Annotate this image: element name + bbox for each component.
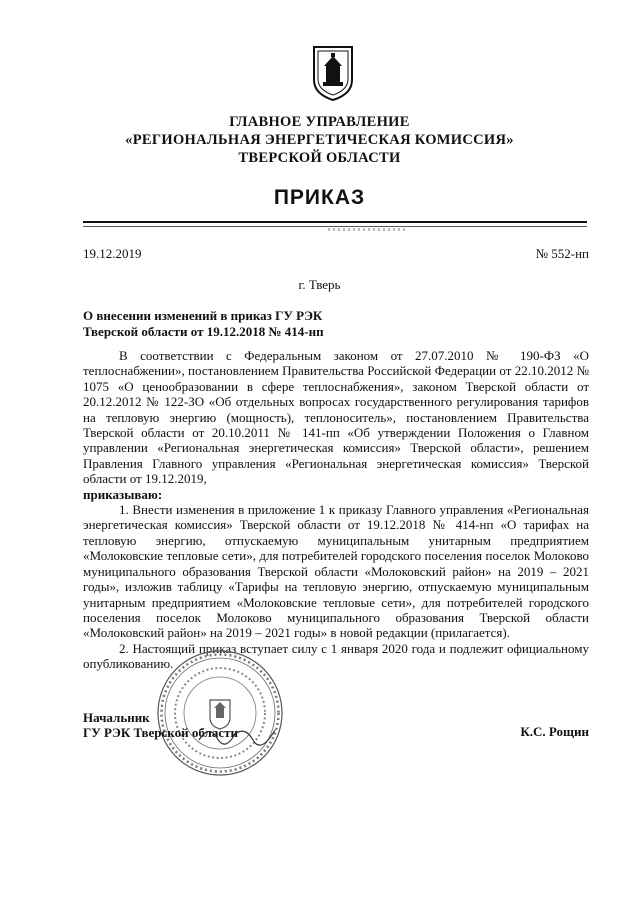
header-line-1: ГЛАВНОЕ УПРАВЛЕНИЕ <box>229 114 410 130</box>
item-2-paragraph: 2. Настоящий приказ вступает силу с 1 января 2020 года и подлежит официальному опубликованию. <box>83 640 589 672</box>
header-line-2: «РЕГИОНАЛЬНАЯ ЭНЕРГЕТИЧЕСКАЯ КОМИССИЯ» <box>125 132 514 148</box>
document-date: 19.12.2019 <box>83 246 142 261</box>
signatory-name: К.С. Рощин <box>520 724 589 739</box>
item-1-paragraph: 1. Внести изменения в приложение 1 к приказу Главного управления «Региональная энергетическая комиссия» Тверской области от 19.12.2018 № 414-нп «О тарифах на тепловую энергию, отпускаемую муниципальным унитарным предприятием «Молоковские тепловые сети», для потребителей городского поселения поселок Молоково муниципального образования Тверской области «Молоковский район» на 2019 – 2021 годы», изложив таблицу «Тарифы на тепловую энергию, отпускаемую муниципальным унитарным предприятием «Молоковские тепловые сети», для потребителей городского поселения поселок Молоково муниципального образования Тверской области «Молоковский район» на 2019 – 2021 годы» в новой редакции (прилагается). <box>83 502 589 641</box>
signatory-position-line-2: ГУ РЭК Тверской области <box>83 725 238 740</box>
document-title: ПРИКАЗ <box>273 186 366 209</box>
order-word: приказываю: <box>83 486 163 502</box>
signatory-position-line-1: Начальник <box>83 710 150 725</box>
handwritten-signature <box>195 720 285 750</box>
header-divider-thin <box>83 226 587 227</box>
scan-artifact <box>328 228 408 231</box>
header-divider <box>83 221 587 223</box>
header-line-3: ТВЕРСКОЙ ОБЛАСТИ <box>238 150 401 166</box>
coat-of-arms-emblem <box>311 44 355 102</box>
document-city: г. Тверь <box>298 277 341 292</box>
document-body <box>83 348 589 672</box>
preamble-paragraph: В соответствии с Федеральным законом от 27.07.2010 № 190-ФЗ «О теплоснабжении», постановлением Правительства Российской Федерации от 22.10.2012 № 1075 «О ценообразовании в сфере теплоснабжения», законом Тверской области от 20.12.2012 № 122-ЗО «Об отдельных вопросах государственного регулирования тарифов на тепловую энергию (мощность), теплоноситель», постановлением Правительства Тверской области от 20.10.2011 № 141-пп «Об утверждении Положения о Главном управлении «Региональная энергетическая комиссия» Тверской области», решением Правления Главного управления «Региональная энергетическая комиссия» Тверской области от 19.12.2019, <box>83 348 589 487</box>
document-number: № 552-нп <box>535 246 589 261</box>
document-subject: О внесении изменений в приказ ГУ РЭК Тверской области от 19.12.2018 № 414-нп <box>83 308 324 339</box>
